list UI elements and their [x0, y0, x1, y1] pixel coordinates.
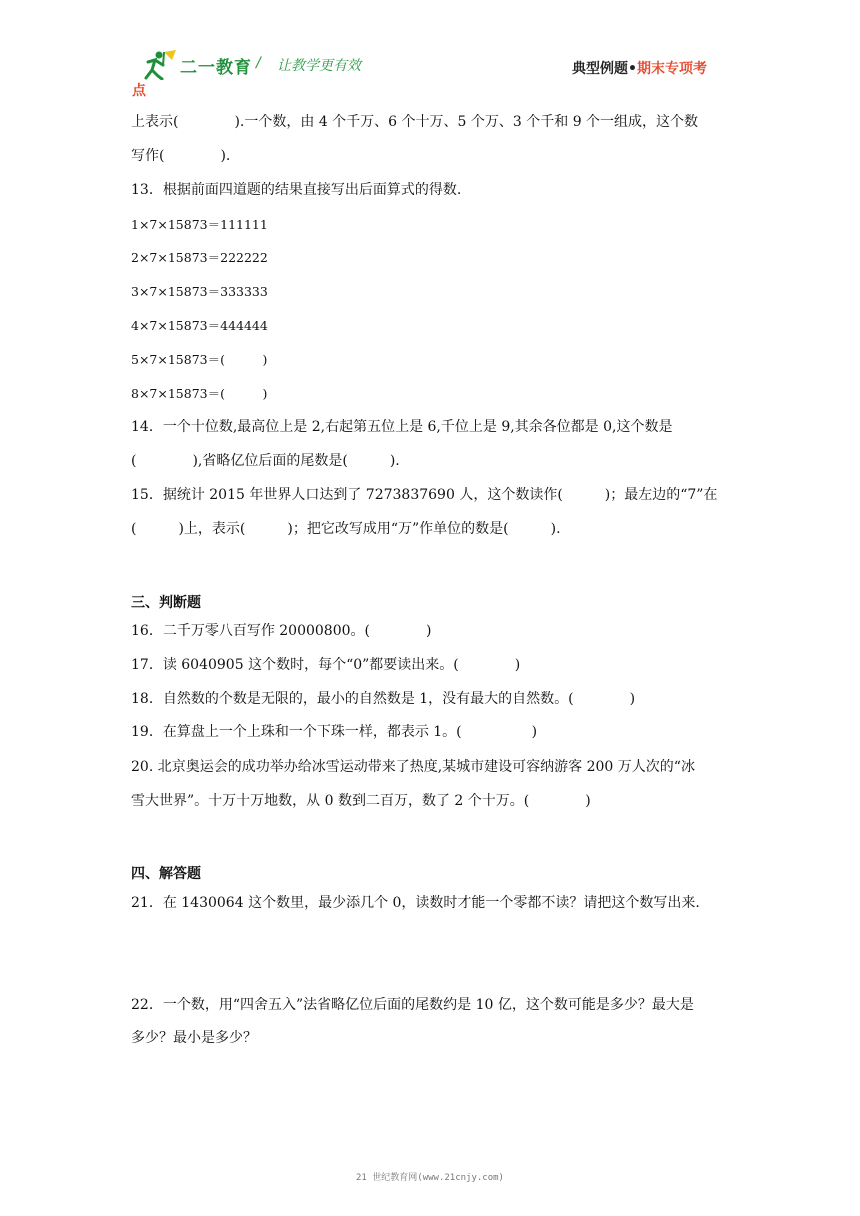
question-14-line-2: ( ),省略亿位后面的尾数是( ).	[131, 453, 400, 469]
question-20-line-2: 雪大世界”。十万十万地数，从 0 数到二百万，数了 2 个十万。( )	[131, 793, 591, 809]
equation-2: 2×7×15873＝222222	[131, 250, 268, 265]
header-tag-dot: •	[628, 61, 637, 77]
header-tag-b: 期末专项考	[636, 61, 707, 77]
brand-name: 二一教育	[180, 58, 252, 78]
equation-6: 8×7×15873＝( )	[131, 386, 268, 401]
question-16: 16．二千万零八百写作 20000800。( )	[131, 623, 432, 639]
section-4-title: 四、解答题	[131, 866, 201, 882]
equation-3: 3×7×15873＝333333	[131, 284, 268, 299]
question-13: 13．根据前面四道题的结果直接写出后面算式的得数.	[131, 182, 462, 198]
equation-5: 5×7×15873＝( )	[131, 352, 268, 367]
question-22-line-1: 22．一个数，用“四舍五入”法省略亿位后面的尾数约是 10 亿，这个数可能是多少？最大是	[131, 997, 694, 1013]
runner-logo-icon	[138, 48, 178, 80]
header-tag-tail: 点	[132, 83, 146, 99]
brand-divider: /	[256, 55, 261, 71]
question-17: 17．读 6040905 这个数时，每个“0”都要读出来。( )	[131, 657, 521, 673]
header-tag-a: 典型例题	[572, 61, 628, 77]
question-19: 19．在算盘上一个上珠和一个下珠一样，都表示 1。( )	[131, 724, 538, 740]
question-21: 21．在 1430064 这个数里，最少添几个 0，读数时才能一个零都不读？请把这个数写出来.	[131, 895, 700, 911]
question-15-line-2: ( )上，表示( )；把它改写成用“万”作单位的数是( ).	[131, 521, 561, 537]
brand-logo	[138, 48, 398, 82]
question-22-line-2: 多少？最小是多少？	[131, 1030, 257, 1046]
question-12-line-1: 上表示( ).一个数，由 4 个千万、6 个十万、5 个万、3 个千和 9 个一组成，这个数	[131, 114, 699, 130]
question-12-line-2: 写作( ).	[131, 148, 231, 164]
equation-4: 4×7×15873＝444444	[131, 318, 268, 333]
page-footer: 21 世纪教育网(www.21cnjy.com)	[356, 1173, 504, 1183]
page-header	[0, 0, 860, 100]
header-tag	[572, 58, 707, 78]
question-14-line-1: 14．一个十位数,最高位上是 2,右起第五位上是 6,千位上是 9,其余各位都是 0,这个数是	[131, 419, 673, 435]
equation-1: 1×7×15873＝111111	[131, 217, 268, 232]
section-3-title: 三、判断题	[131, 595, 201, 611]
question-20-line-1: 20. 北京奥运会的成功举办给冰雪运动带来了热度,某城市建设可容纳游客 200 万人次的“冰	[131, 759, 695, 775]
brand-slogan: 让教学更有效	[277, 58, 361, 74]
question-15-line-1: 15．据统计 2015 年世界人口达到了 7273837690 人，这个数读作( )；最左边的“7”在	[131, 487, 718, 503]
question-18: 18．自然数的个数是无限的，最小的自然数是 1，没有最大的自然数。( )	[131, 691, 636, 707]
